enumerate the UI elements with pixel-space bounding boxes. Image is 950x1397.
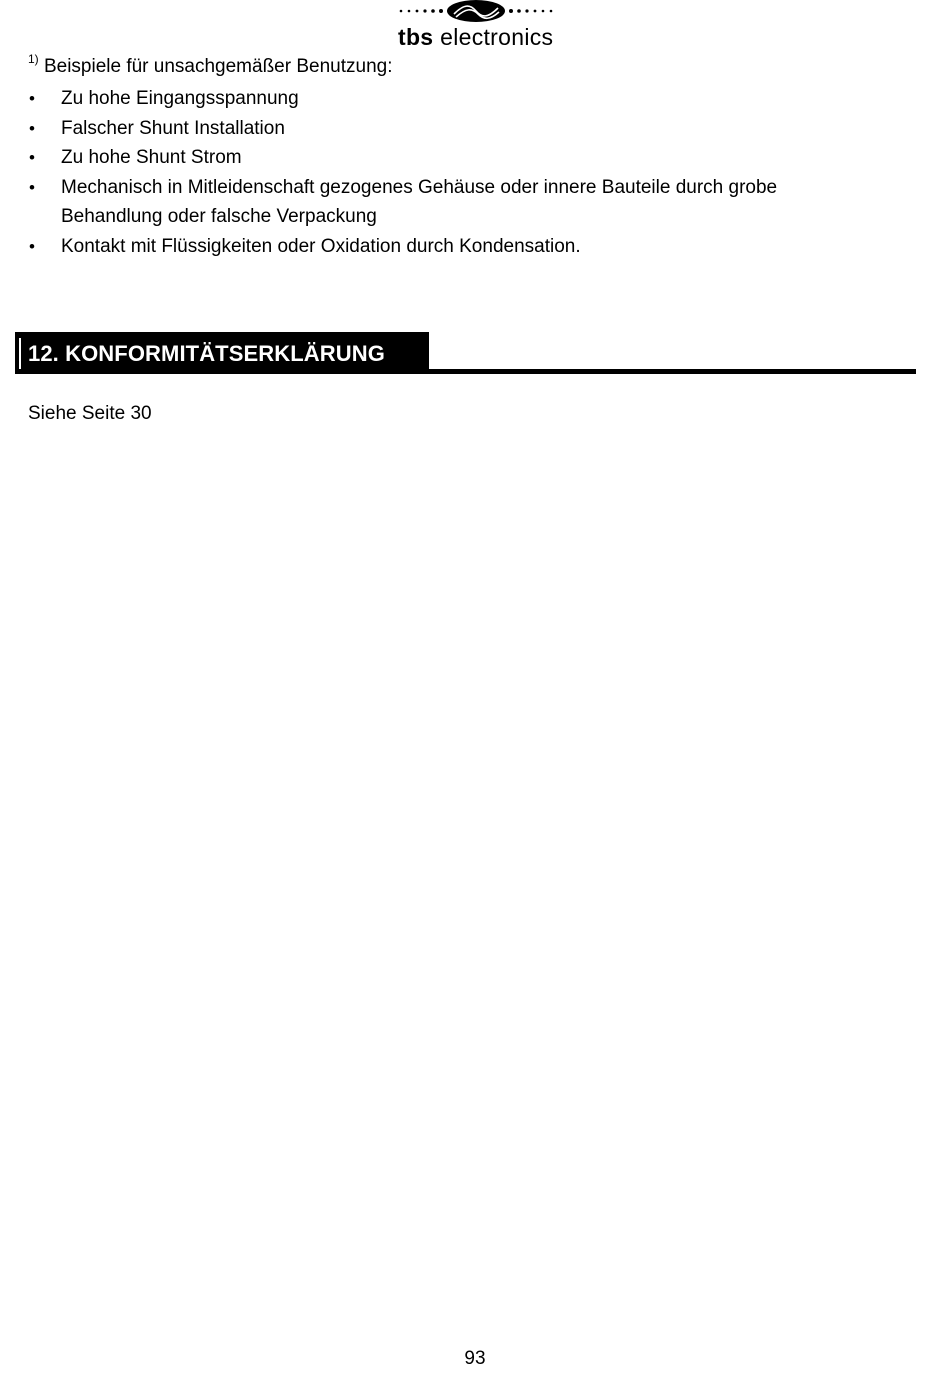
list-item: • Kontakt mit Flüssigkeiten oder Oxidation durch Kondensation. [0, 232, 841, 262]
misuse-intro-text: Beispiele für unsachgemäßer Benutzung: [38, 56, 393, 77]
list-item: • Zu hohe Shunt Strom [0, 143, 841, 173]
bullet-icon: • [29, 236, 35, 256]
section-title: 12. KONFORMITÄTSERKLÄRUNG [28, 341, 385, 366]
list-item: • Falscher Shunt Installation [0, 114, 841, 144]
footnote-marker: 1) [28, 52, 39, 66]
section-heading-rule [429, 369, 916, 374]
logo-wordmark: tbs electronics [398, 24, 554, 50]
list-item: • Zu hohe Eingangsspannung [0, 84, 841, 114]
bullet-icon: • [29, 148, 35, 167]
section-body-text: Siehe Seite 30 [28, 403, 152, 424]
section-heading-tick [19, 338, 21, 369]
tbs-electronics-logo [398, 0, 554, 50]
page-number: 93 [464, 1348, 486, 1369]
misuse-examples-list [0, 84, 950, 261]
bullet-icon: • [29, 118, 35, 138]
tbs-wave-logo-icon [398, 0, 554, 24]
misuse-intro [28, 52, 393, 79]
bullet-icon: • [29, 89, 35, 108]
list-item: • Mechanisch in Mitleidenschaft gezogenes Gehäuse oder innere Bauteile durch grobe Behandlung oder falsche Verpackung [0, 173, 841, 232]
bullet-icon: • [29, 177, 35, 197]
